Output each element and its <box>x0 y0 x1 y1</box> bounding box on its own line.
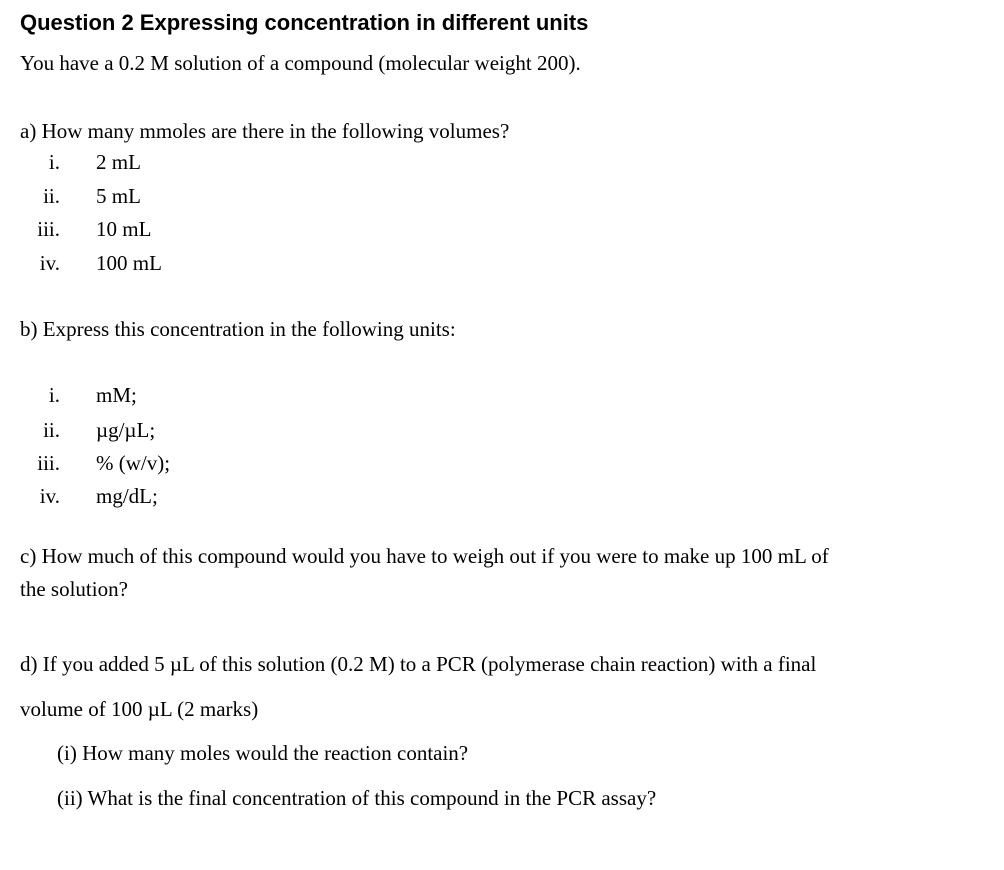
part-a-prompt: a) How many mmoles are there in the following volumes? <box>20 119 510 143</box>
part-b-item <box>0 416 1004 444</box>
part-a-item <box>0 215 1004 243</box>
part-a-item-number: i. <box>48 150 60 174</box>
part-d-line-2: volume of 100 µL (2 marks) <box>20 697 259 721</box>
part-a-item <box>0 148 1004 176</box>
part-d-sub-question-i: (i) How many moles would the reaction contain? <box>57 741 469 765</box>
part-a-item <box>0 182 1004 210</box>
part-b-prompt: b) Express this concentration in the following units: <box>20 317 456 341</box>
part-c-line-1: c) How much of this compound would you have to weigh out if you were to make up 100 mL of <box>20 544 829 568</box>
part-b-item-text: mM; <box>96 383 137 407</box>
part-b-item-number: iv. <box>39 484 60 508</box>
part-a-item-text: 2 mL <box>96 150 141 174</box>
part-a-item-number: iii. <box>37 217 60 241</box>
part-b-item-text: mg/dL; <box>96 484 158 508</box>
part-b-item-text: µg/µL; <box>96 418 156 442</box>
part-b-item-number: iii. <box>37 451 60 475</box>
part-d-line-1: d) If you added 5 µL of this solution (0.2 M) to a PCR (polymerase chain reaction) with a final <box>20 652 817 676</box>
part-b-item <box>0 449 1004 477</box>
part-d-sub-question-ii: (ii) What is the final concentration of this compound in the PCR assay? <box>57 786 657 810</box>
question-intro: You have a 0.2 M solution of a compound (molecular weight 200). <box>20 51 581 75</box>
part-b-item-text: % (w/v); <box>96 451 171 475</box>
part-a-item-text: 100 mL <box>96 251 162 275</box>
part-a-item-text: 5 mL <box>96 184 141 208</box>
part-a-item <box>0 249 1004 277</box>
part-a-item-number: iv. <box>39 251 60 275</box>
part-a-item-text: 10 mL <box>96 217 152 241</box>
part-b-item <box>0 482 1004 510</box>
part-b-item <box>0 381 1004 409</box>
part-b-item-number: i. <box>48 383 60 407</box>
part-b-item-number: ii. <box>43 418 60 442</box>
part-c-line-2: the solution? <box>20 577 128 601</box>
question-title: Question 2 Expressing concentration in different units <box>20 10 589 35</box>
part-a-item-number: ii. <box>43 184 60 208</box>
